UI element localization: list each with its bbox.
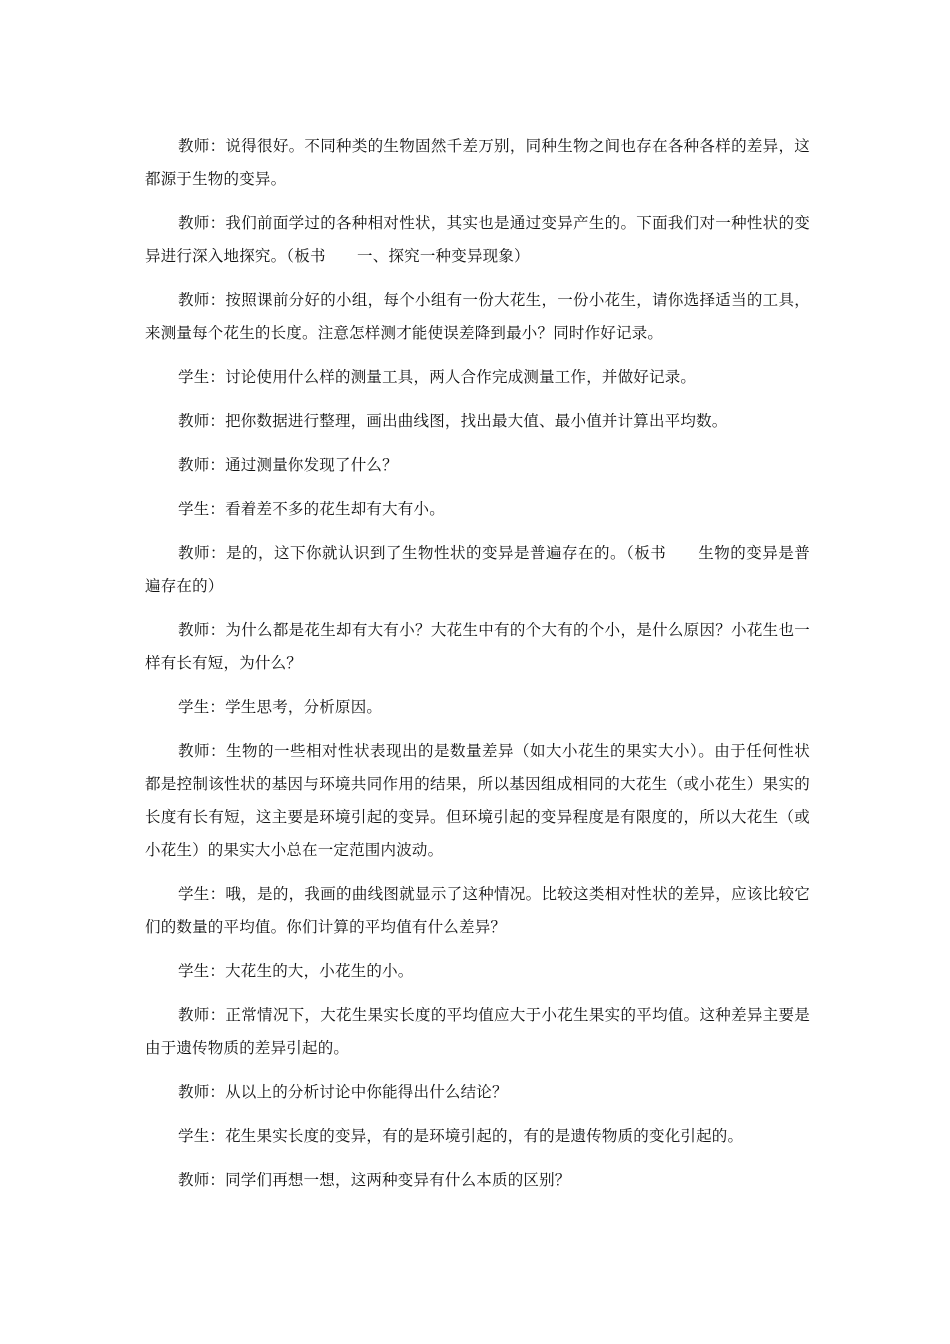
paragraph: 学生：哦，是的，我画的曲线图就显示了这种情况。比较这类相对性状的差异，应该比较它们的数量的平均值。你们计算的平均值有什么差异？	[145, 885, 810, 936]
paragraph: 学生：学生思考，分析原因。	[178, 698, 383, 716]
paragraph: 教师：说得很好。不同种类的生物固然千差万别，同种生物之间也存在各种各样的差异，这都源于生物的变异。	[145, 137, 810, 188]
paragraph: 教师：把你数据进行整理，画出曲线图，找出最大值、最小值并计算出平均数。	[178, 412, 728, 430]
paragraph: 教师：从以上的分析讨论中你能得出什么结论？	[178, 1083, 508, 1101]
paragraph: 教师：按照课前分好的小组，每个小组有一份大花生，一份小花生，请你选择适当的工具，来测量每个花生的长度。注意怎样测才能使误差降到最小？同时作好记录。	[145, 291, 810, 342]
paragraph: 学生：看着差不多的花生却有大有小。	[178, 500, 445, 518]
paragraph: 教师：正常情况下，大花生果实长度的平均值应大于小花生果实的平均值。这种差异主要是由于遗传物质的差异引起的。	[145, 1006, 810, 1057]
paragraph: 学生：花生果实长度的变异，有的是环境引起的，有的是遗传物质的变化引起的。	[178, 1127, 744, 1145]
paragraph: 教师：同学们再想一想，这两种变异有什么本质的区别？	[178, 1171, 571, 1189]
paragraph: 学生：大花生的大，小花生的小。	[178, 962, 414, 980]
document-body	[145, 130, 810, 1208]
paragraph: 教师：通过测量你发现了什么？	[178, 456, 398, 474]
paragraph: 教师：为什么都是花生却有大有小？大花生中有的个大有的个小，是什么原因？小花生也一样有长有短，为什么？	[145, 621, 810, 672]
paragraph: 教师：是的，这下你就认识到了生物性状的变异是普遍存在的。（板书 生物的变异是普遍存在的）	[145, 544, 810, 595]
paragraph: 教师：生物的一些相对性状表现出的是数量差异（如大小花生的果实大小）。由于任何性状都是控制该性状的基因与环境共同作用的结果，所以基因组成相同的大花生（或小花生）果实的长度有长有短，这主要是环境引起的变异。但环境引起的变异程度是有限度的，所以大花生（或小花生）的果实大小总在一定范围内波动。	[145, 742, 810, 859]
paragraph: 教师：我们前面学过的各种相对性状，其实也是通过变异产生的。下面我们对一种性状的变异进行深入地探究。（板书 一、探究一种变异现象）	[145, 214, 810, 265]
paragraph: 学生：讨论使用什么样的测量工具，两人合作完成测量工作，并做好记录。	[178, 368, 697, 386]
